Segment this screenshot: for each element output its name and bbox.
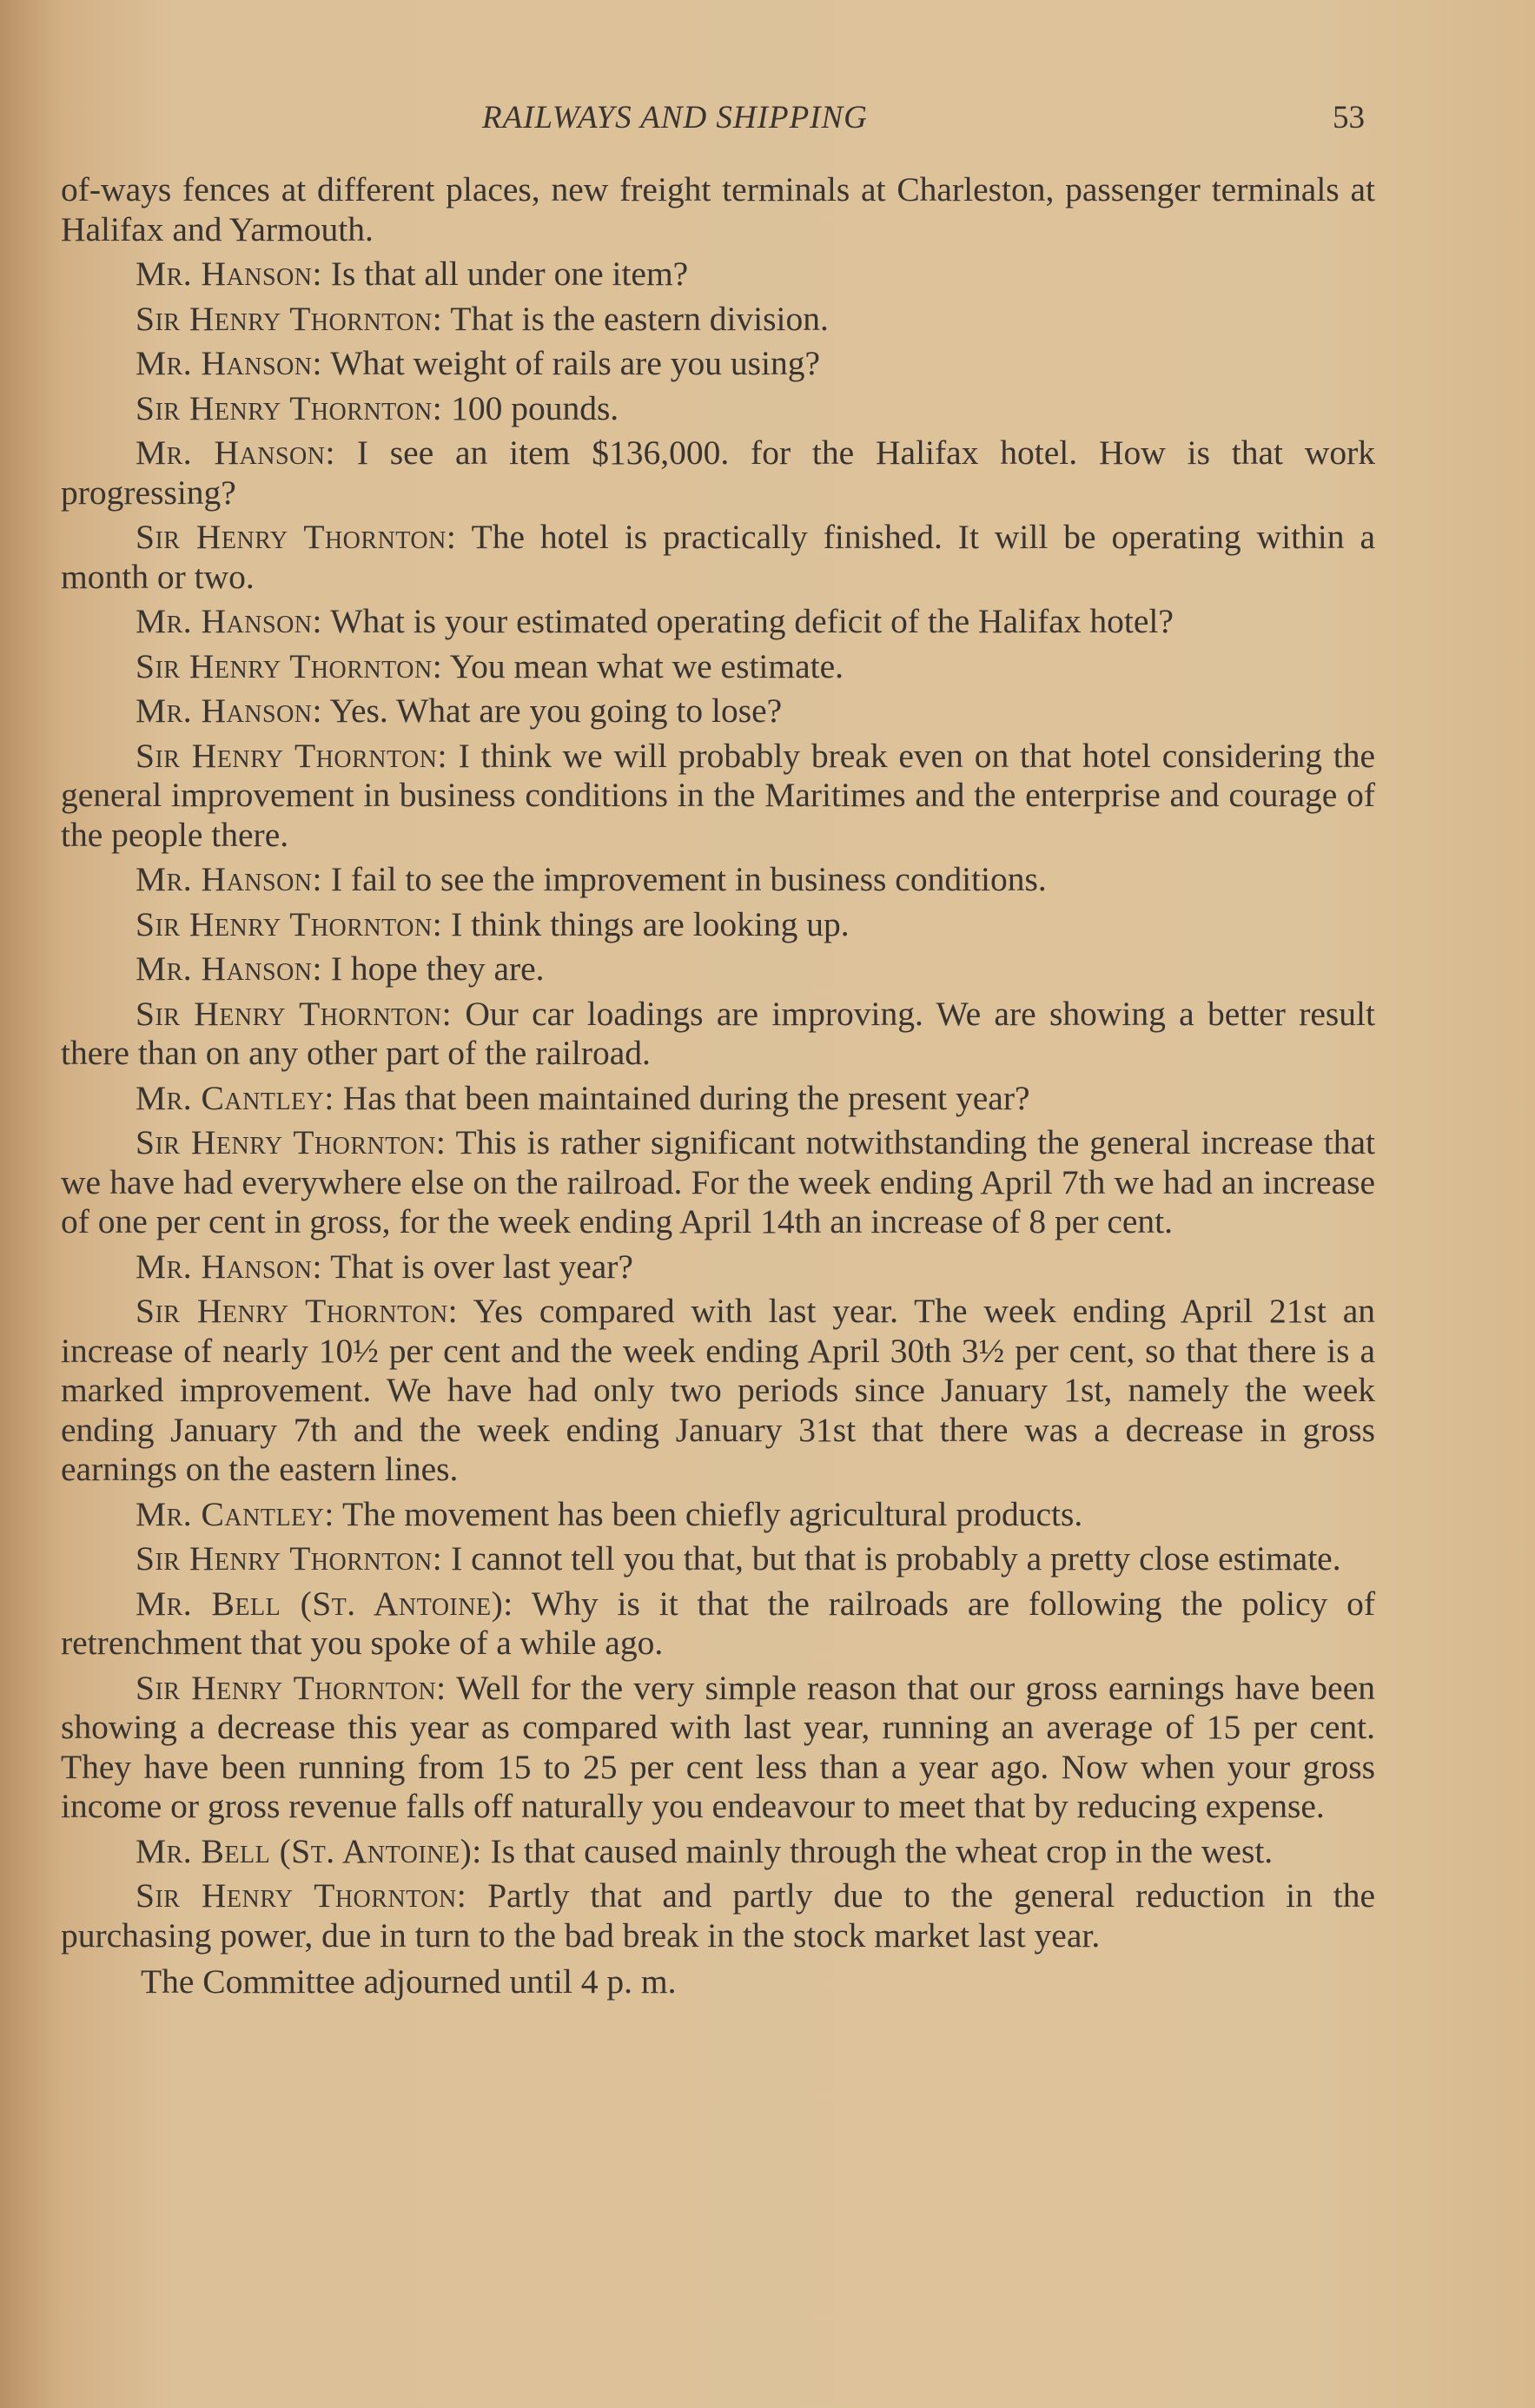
paragraph xyxy=(61,389,1375,429)
speaker-name: Sir Henry Thornton: xyxy=(136,518,457,556)
speaker-name: Sir Henry Thornton: xyxy=(136,904,443,943)
speaker-name: Sir Henry Thornton: xyxy=(136,646,443,685)
paragraph-text: What is your estimated operating deficit of the Halifax hotel? xyxy=(330,602,1174,640)
paragraph-text: The movement has been chiefly agricultural products. xyxy=(342,1494,1083,1533)
speaker-name: Mr. Hanson: xyxy=(136,433,335,472)
paragraph-text: I see an item $136,000. for the Halifax hotel. How is that work progressing? xyxy=(61,433,1376,512)
speaker-name: Mr. Cantley: xyxy=(136,1078,334,1117)
paragraph xyxy=(61,1123,1375,1242)
speaker-name: Mr. Bell (St. Antoine): xyxy=(136,1584,513,1623)
speaker-name: Sir Henry Thornton: xyxy=(136,736,447,775)
paragraph xyxy=(61,1832,1375,1872)
paragraph-text: Yes compared with last year. The week ending April 21st an increase of nearly 10½ per cent and the week ending April 30th 3½ per cent, so that there is a marked improvement. We have had only two periods since January 1st, namely the week ending January 7th and the week ending January 31st that there was a decrease in gross earnings on the eastern lines. xyxy=(61,1292,1376,1488)
paragraph-text: I think we will probably break even on that hotel considering the general improvement in business conditions in the Maritimes and the enterprise and courage of the people there. xyxy=(61,736,1376,854)
paragraph-text: This is rather significant notwithstanding the general increase that we have had everywhere else on the railroad. For the week ending April 7th we had an increase of one per cent in gross, for the week ending April 14th an increase of 8 per cent. xyxy=(61,1123,1375,1240)
speaker-name: Sir Henry Thornton: xyxy=(136,1668,447,1707)
paragraph xyxy=(61,344,1375,384)
paragraph xyxy=(61,602,1375,642)
speaker-name: Sir Henry Thornton: xyxy=(136,1876,467,1915)
paragraph-text: Is that caused mainly through the wheat crop in the west. xyxy=(490,1831,1274,1870)
paragraph-text: The hotel is practically finished. It will be operating within a month or two. xyxy=(61,518,1376,596)
speaker-name: Mr. Cantley: xyxy=(136,1494,334,1533)
paragraph-text: That is over last year? xyxy=(330,1247,633,1286)
paragraph-text: I think things are looking up. xyxy=(451,904,850,943)
speaker-name: Sir Henry Thornton: xyxy=(136,1539,443,1578)
body-text xyxy=(61,170,1375,2008)
speaker-name: Sir Henry Thornton: xyxy=(136,1123,447,1161)
speaker-name: Mr. Hanson: xyxy=(136,255,323,293)
paragraph xyxy=(61,1292,1375,1490)
paragraph-text: Is that all under one item? xyxy=(330,255,689,293)
speaker-name: Mr. Hanson: xyxy=(136,1247,323,1286)
speaker-name: Mr. Hanson: xyxy=(136,691,323,730)
page-header xyxy=(0,94,1535,146)
paragraph-text: Our car loadings are improving. We are showing a better result there than on any other part of the railroad. xyxy=(61,994,1376,1072)
paragraph-text: You mean what we estimate. xyxy=(449,646,844,685)
speaker-name: Sir Henry Thornton: xyxy=(136,1292,459,1330)
paragraph xyxy=(61,995,1375,1074)
speaker-name: Mr. Hanson: xyxy=(136,602,323,640)
paragraph-text: I fail to see the improvement in business conditions. xyxy=(330,860,1047,898)
paragraph xyxy=(61,170,1375,249)
speaker-name: Sir Henry Thornton: xyxy=(136,994,453,1033)
paragraph xyxy=(61,1584,1375,1664)
paragraph-text: Why is it that the railroads are following the policy of retrenchment that you spoke of a while ago. xyxy=(61,1584,1375,1662)
paragraph xyxy=(61,647,1375,687)
paragraph-text: I cannot tell you that, but that is probably a pretty close estimate. xyxy=(451,1539,1341,1578)
paragraph xyxy=(61,255,1375,294)
paragraph xyxy=(61,1876,1375,1955)
speaker-name: Sir Henry Thornton: xyxy=(136,388,443,427)
paragraph xyxy=(61,691,1375,731)
paragraph xyxy=(61,300,1375,340)
running-title: RAILWAYS AND SHIPPING xyxy=(482,100,868,136)
page-number: 53 xyxy=(1333,100,1365,136)
speaker-name: Mr. Bell (St. Antoine): xyxy=(136,1831,482,1870)
paragraph-text: 100 pounds. xyxy=(451,388,619,427)
speaker-name: Sir Henry Thornton: xyxy=(136,299,443,338)
paragraph xyxy=(61,518,1375,597)
paragraph xyxy=(61,1247,1375,1287)
paragraph xyxy=(61,949,1375,989)
paragraph-text: What weight of rails are you using? xyxy=(330,344,820,382)
paragraph-text: Well for the very simple reason that our gross earnings have been showing a decrease this year as compared with last year, running an average of 15 per cent. They have been running from 15 to 25 per cent less than a year ago. Now when your gross income or gross revenue falls off naturally you endeavour to meet that by reducing expense. xyxy=(61,1668,1375,1825)
speaker-name: Mr. Hanson: xyxy=(136,949,323,988)
paragraph-text: Has that been maintained during the present year? xyxy=(342,1078,1030,1117)
paragraph xyxy=(61,1669,1375,1827)
paragraph xyxy=(61,905,1375,945)
paragraph-text: I hope they are. xyxy=(330,949,545,988)
paragraph xyxy=(61,1539,1375,1579)
speaker-name: Mr. Hanson: xyxy=(136,344,323,382)
speaker-name: Mr. Hanson: xyxy=(136,860,323,898)
paragraph xyxy=(61,1495,1375,1535)
paragraph xyxy=(61,860,1375,900)
paragraph xyxy=(61,433,1375,513)
paragraph xyxy=(61,1079,1375,1119)
paragraph-text: That is the eastern division. xyxy=(450,299,829,338)
paragraph xyxy=(61,737,1375,856)
paragraph-text: of-ways fences at different places, new freight terminals at Charleston, passenger terminals at Halifax and Yarmouth. xyxy=(61,170,1375,248)
closing-line: The Committee adjourned until 4 p. m. xyxy=(141,1962,677,2001)
paragraph-text: Yes. What are you going to lose? xyxy=(329,691,783,730)
paragraph-text: Partly that and partly due to the general reduction in the purchasing power, due in turn to the bad break in the stock market last year. xyxy=(61,1876,1376,1955)
